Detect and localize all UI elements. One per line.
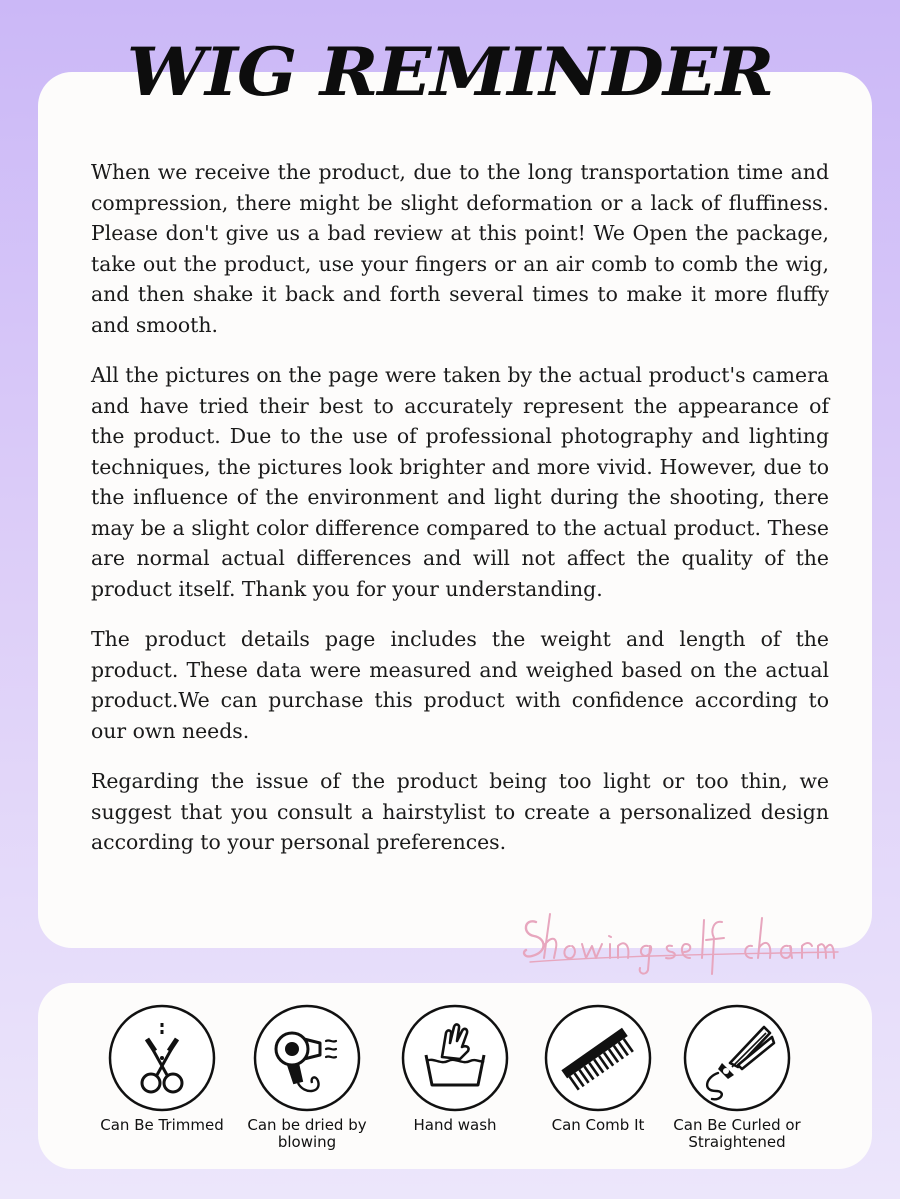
hair-dryer-icon: [252, 1003, 362, 1113]
paragraph-styling: Regarding the issue of the product being too light or too thin, we suggest that you consult a hairstylist to create a personalized design according to your personal preferences.: [91, 769, 829, 854]
feature-label: Can Comb It: [551, 1116, 645, 1134]
feature-curl-straighten: [672, 1003, 802, 1151]
feature-hand-wash: [390, 1003, 520, 1134]
flat-iron-icon: [682, 1003, 792, 1113]
feature-label: Can be dried by blowing: [247, 1116, 367, 1151]
paragraph-photos: All the pictures on the page were taken by the actual product's camera and have tried their best to accurately represent the appearance of the product. Due to the use of professional photography and lighting techniques, the pictures look brighter and more vivid. However, due to the influence of the environment and light during the shooting, there may be a slight color difference compared to the actual product. These are normal actual differences and will not affect the quality of the product itself. Thank you for your understanding.: [91, 363, 829, 601]
scissors-icon: [107, 1003, 217, 1113]
comb-icon: [543, 1003, 653, 1113]
hand-wash-icon: [400, 1003, 510, 1113]
notice-text: [91, 157, 829, 878]
feature-comb: [533, 1003, 663, 1134]
feature-label: Can Be Curled or Straightened: [673, 1116, 801, 1151]
paragraph-measurements: The product details page includes the weight and length of the product. These data were measured and weighed based on the actual product.We can purchase this product with confidence according to our own needs.: [91, 627, 829, 743]
paragraph-shipping: When we receive the product, due to the long transportation time and compression, there might be slight deformation or a lack of fluffiness. Please don't give us a bad review at this point! We Open the package, take out the product, use your fingers or an air comb to comb the wig, and then shake it back and forth several times to make it more fluffy and smooth.: [91, 160, 829, 337]
feature-blow-dry: [242, 1003, 372, 1151]
feature-trim: [97, 1003, 227, 1134]
signature-script: [520, 900, 840, 980]
page-title: WIG REMINDER: [126, 33, 774, 111]
feature-label: Hand wash: [413, 1116, 497, 1134]
feature-label: Can Be Trimmed: [100, 1116, 224, 1134]
